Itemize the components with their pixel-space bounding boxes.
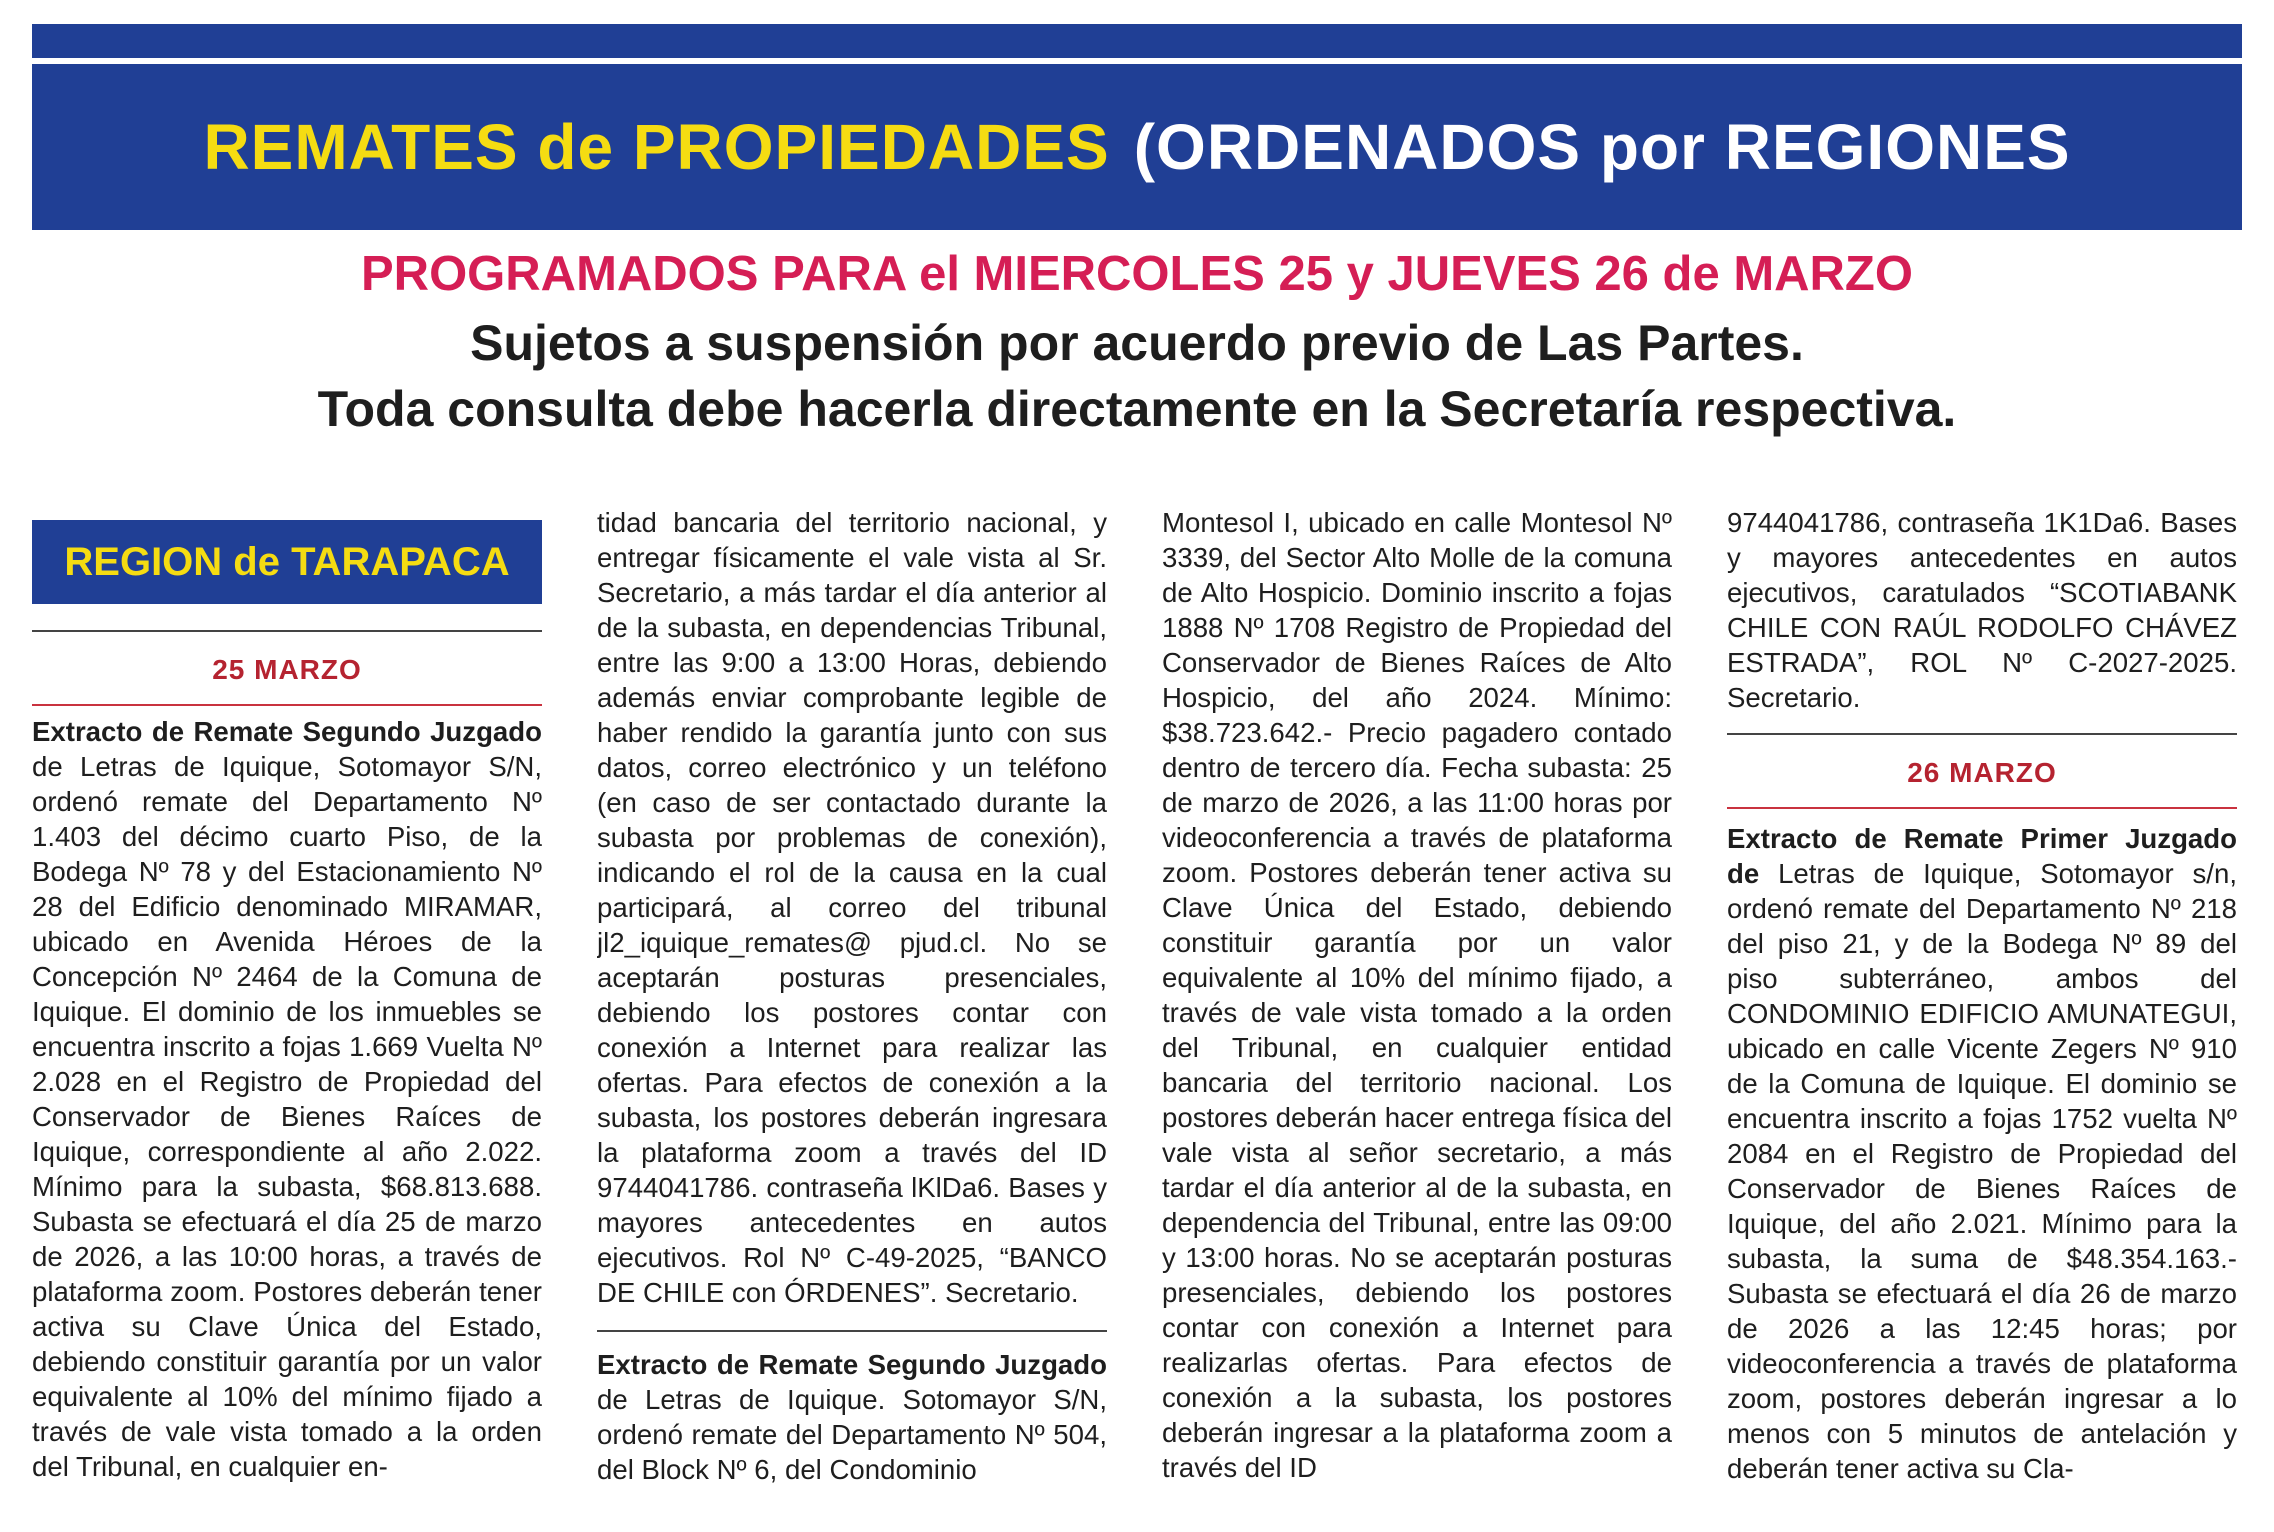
- notice-2-body: de Letras de Iquique. Sotomayor S/N, ordenó remate del Departamento Nº 504, del Block Nº 6, del Condominio: [597, 1384, 1107, 1485]
- rule-divider: [1727, 733, 2237, 735]
- title-banner: [32, 64, 2242, 230]
- banner-title-part2: (ORDENADOS por REGIONES: [1133, 111, 2071, 183]
- notice-2-continuation-end: 9744041786, contraseña 1K1Da6. Bases y mayores antecedentes en autos ejecutivos, caratulados “SCOTIABANK CHILE CON RAÚL RODOLFO CHÁVEZ ESTRADA”, ROL Nº C-2027-2025. Secretario.: [1727, 507, 2237, 713]
- notice-1-continuation: tidad bancaria del territorio nacional, y entregar físicamente el vale vista al Sr. Secretario, a más tardar el día anterior al de la subasta, en dependencias Tribunal, entre las 9:00 a 13:00 Horas, debiendo además enviar comprobante legible de haber rendido la garantía junto con sus datos, correo electrónico y un teléfono (en caso de ser contactado durante la subasta por problemas de conexión), indicando el rol de la causa en la cual participará, al correo del tribunal jl2_iquique_remates@ pjud.cl. No se aceptarán posturas presenciales, debiendo los postores contar con conexión a Internet para realizar las ofertas. Para efectos de conexión a la subasta, los postores deberán ingresara la plataforma zoom a través del ID 9744041786. contraseña lKlDa6. Bases y mayores antecedentes en autos ejecutivos. Rol Nº C-49-2025, “BANCO DE CHILE con ÓRDENES”. Secretario.: [597, 507, 1107, 1308]
- banner-title-part1: REMATES de PROPIEDADES: [203, 111, 1110, 183]
- notice-2-heading: Extracto de Remate Segundo Juzgado: [597, 1349, 1107, 1380]
- subtitle-dates: PROGRAMADOS PARA el MIERCOLES 25 y JUEVES 26 de MARZO: [361, 247, 1913, 301]
- column-1: [32, 520, 542, 1530]
- column-4: [1727, 505, 2237, 1515]
- notice-3-heading: Extracto de Remate Primer Juzgado de: [1727, 823, 2237, 889]
- rule-divider: [32, 630, 542, 632]
- notice-2-continuation: Montesol I, ubicado en calle Montesol Nº 3339, del Sector Alto Molle de la comuna de Alto Hospicio. Dominio inscrito a fojas 1888 Nº 1708 Registro de Propiedad del Conservador de Bienes Raíces de Alto Hospicio, del año 2024. Mínimo: $38.723.642.- Precio pagadero contado dentro de tercero día. Fecha subasta: 25 de marzo de 2026, a las 11:00 horas por videoconferencia a través de plataforma zoom. Postores deberán tener activa su Clave Única del Estado, debiendo constituir garantía por un valor equivalente al 10% del mínimo fijado, a través de vale vista tomado a la orden del Tribunal, en cualquier entidad bancaria del territorio nacional. Los postores deberán hacer entrega física del vale vista al señor secretario, a más tardar el día anterior al de la subasta, en dependencia del Tribunal, entre las 09:00 y 13:00 horas. No se aceptarán posturas presenciales, debiendo los postores contar con conexión a Internet para realizarlas ofertas. Para efectos de conexión a la subasta, los postores deberán ingresar a la plataforma zoom a través del ID: [1162, 507, 1672, 1483]
- notice-1-body: de Letras de Iquique, Sotomayor S/N, ordenó remate del Departamento Nº 1.403 del décimo cuarto Piso, de la Bodega Nº 78 y del Estacionamiento Nº 28 del Edificio denominado MIRAMAR, ubicado en Avenida Héroes de la Concepción Nº 2464 de la Comuna de Iquique. El dominio de los inmuebles se encuentra inscrito a fojas 1.669 Vuelta Nº 2.028 en el Registro de Propiedad del Conservador de Bienes Raíces de Iquique, correspondiente al año 2.022. Mínimo para la subasta, $68.813.688. Subasta se efectuará el día 25 de marzo de 2026, a las 10:00 horas, a través de plataforma zoom. Postores deberán tener activa su Clave Única del Estado, debiendo constituir garantía por un valor equivalente al 10% del mínimo fijado a través de vale vista tomado a la orden del Tribunal, en cualquier en-: [32, 751, 542, 1482]
- rule-divider: [597, 1330, 1107, 1332]
- subtitle-note-suspension: Sujetos a suspensión por acuerdo previo de Las Partes.: [470, 315, 1804, 371]
- notice-3-body: Letras de Iquique, Sotomayor s/n, ordenó remate del Departamento Nº 218 del piso 21, y de la Bodega Nº 89 del piso subterráneo, ambos del CONDOMINIO EDIFICIO AMUNATEGUI, ubicado en calle Vicente Zegers Nº 910 de la Comuna de Iquique. El dominio se encuentra inscrito a fojas 1752 vuelta Nº 2084 en el Registro de Propiedad del Conservador de Bienes Raíces de Iquique, del año 2.021. Mínimo para la subasta, la suma de $48.354.163.- Subasta se efectuará el día 26 de marzo de 2026 a las 12:45 horas; por videoconferencia a través de plataforma zoom, postores deberán ingresar a lo menos con 5 minutos de antelación y deberán tener activa su Cla-: [1727, 858, 2237, 1484]
- region-heading: REGION de TARAPACA: [32, 520, 542, 604]
- column-2: [597, 505, 1107, 1515]
- date-heading-25-marzo: 25 MARZO: [212, 654, 362, 685]
- rule-red-divider: [1727, 807, 2237, 809]
- notice-2-text: [597, 1347, 1107, 1487]
- date-heading-26-marzo: 26 MARZO: [1907, 757, 2057, 788]
- notice-1-heading: Extracto de Remate Segundo Juzgado: [32, 716, 542, 747]
- column-3: [1162, 505, 1672, 1515]
- notice-1-text: [32, 714, 542, 1484]
- subtitle-note-consulta: Toda consulta debe hacerla directamente en la Secretaría respectiva.: [317, 381, 1957, 437]
- rule-red-divider: [32, 704, 542, 706]
- top-rule-bar: [32, 24, 2242, 58]
- notice-3-text: [1727, 821, 2237, 1486]
